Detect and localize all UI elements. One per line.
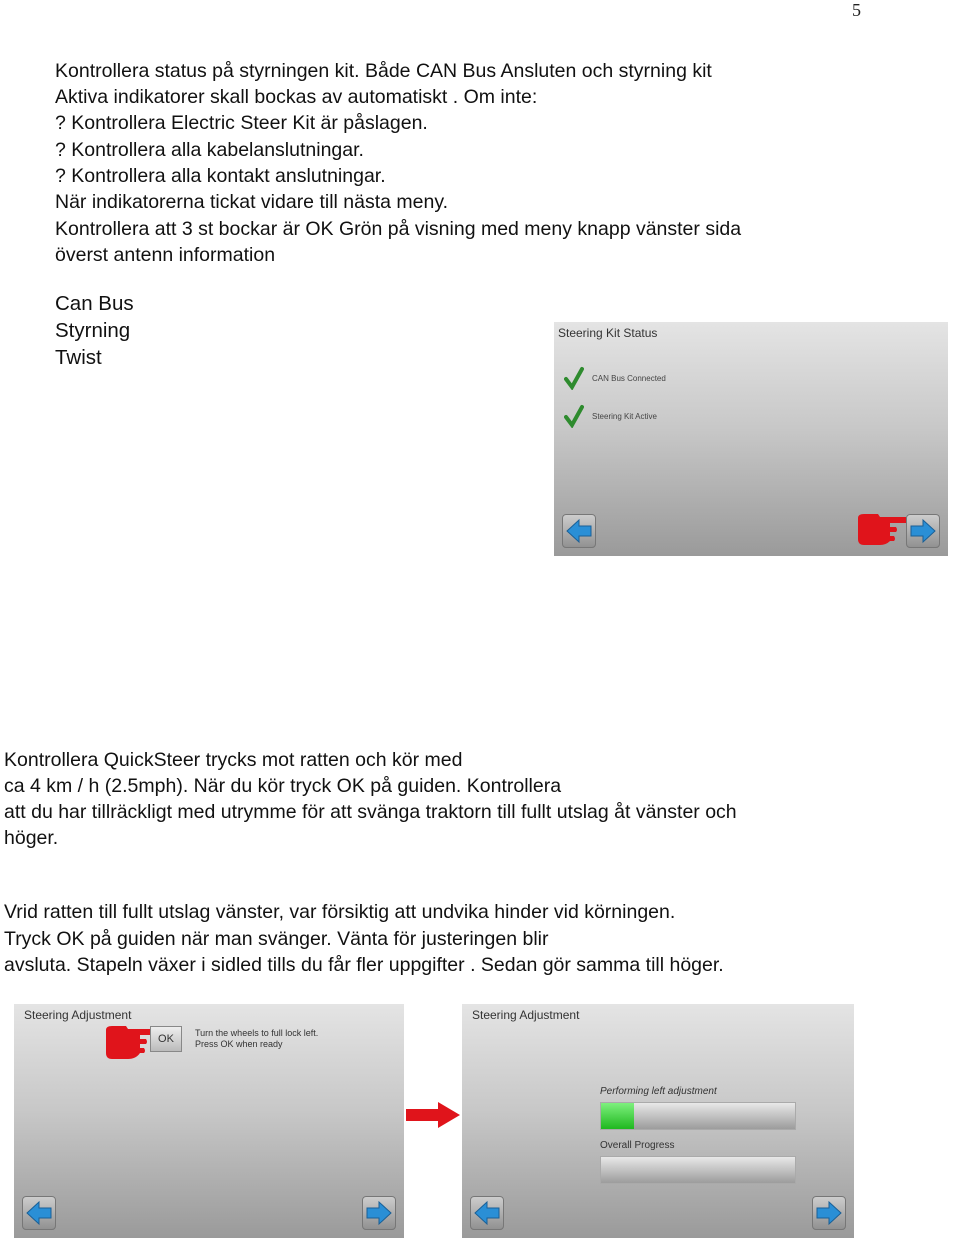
intro-line: När indikatorerna tickat vidare till nästa meny.: [55, 191, 449, 213]
check-icon: [564, 404, 584, 428]
status-item-label: Steering Kit Active: [592, 411, 657, 421]
indicator-item: Twist: [55, 346, 102, 369]
next-arrow-button[interactable]: [906, 514, 940, 548]
screen-title: Steering Adjustment: [24, 1008, 132, 1022]
red-arrow-icon: [404, 1100, 462, 1130]
intro-line: Kontrollera att 3 st bockar är OK Grön på visning med meny knapp vänster sida: [55, 218, 742, 240]
instruction-message: [195, 1028, 318, 1050]
right-arrow-icon: [906, 514, 940, 548]
overall-progress-bar: [600, 1156, 796, 1184]
indicator-item: Can Bus: [55, 292, 134, 315]
status-row: [564, 366, 666, 390]
left-arrow-icon: [562, 514, 596, 548]
screen-title: Steering Kit Status: [558, 326, 658, 340]
intro-line: överst antenn information: [55, 244, 276, 266]
check-icon: [564, 366, 584, 390]
screen-title: Steering Adjustment: [472, 1008, 580, 1022]
intro-line: Kontrollera status på styrningen kit. Både CAN Bus Ansluten och styrning kit: [55, 60, 712, 82]
steering-adjustment-screen-start: [14, 1004, 404, 1238]
progress-label: Performing left adjustment: [600, 1086, 717, 1097]
progress-fill: [601, 1103, 634, 1129]
message-line: Turn the wheels to full lock left.: [195, 1028, 319, 1038]
next-arrow-button[interactable]: [812, 1196, 846, 1230]
status-row: [564, 404, 657, 428]
left-arrow-icon: [22, 1196, 56, 1230]
intro-line: Aktiva indikatorer skall bockas av automatiskt . Om inte:: [55, 86, 538, 108]
message-line: Press OK when ready: [195, 1039, 283, 1049]
back-arrow-button[interactable]: [470, 1196, 504, 1230]
quicksteer-line: ca 4 km / h (2.5mph). När du kör tryck OK på guiden. Kontrollera: [4, 775, 562, 797]
steering-kit-status-screen: [554, 322, 948, 556]
back-arrow-button[interactable]: [562, 514, 596, 548]
intro-line: ? Kontrollera Electric Steer Kit är påslagen.: [55, 112, 428, 134]
turn-line: avsluta. Stapeln växer i sidled tills du får fler uppgifter . Sedan gör samma till höger.: [4, 954, 724, 976]
status-item-label: CAN Bus Connected: [592, 373, 666, 383]
right-arrow-icon: [362, 1196, 396, 1230]
left-arrow-icon: [470, 1196, 504, 1230]
quicksteer-line: Kontrollera QuickSteer trycks mot ratten och kör med: [4, 749, 463, 771]
turn-line: Tryck OK på guiden när man svänger. Vänta för justeringen blir: [4, 928, 549, 950]
next-arrow-button[interactable]: [362, 1196, 396, 1230]
right-arrow-icon: [812, 1196, 846, 1230]
page-number: 5: [852, 0, 861, 20]
left-adjustment-progress-bar: [600, 1102, 796, 1130]
overall-progress-label: Overall Progress: [600, 1140, 675, 1151]
intro-line: ? Kontrollera alla kontakt anslutningar.: [55, 165, 386, 187]
pointing-hand-icon: [856, 512, 912, 546]
ok-button[interactable]: OK: [150, 1026, 182, 1052]
quicksteer-line: höger.: [4, 827, 59, 849]
turn-line: Vrid ratten till fullt utslag vänster, var försiktig att undvika hinder vid körningen.: [4, 901, 676, 923]
steering-adjustment-screen-progress: [462, 1004, 854, 1238]
quicksteer-line: att du har tillräckligt med utrymme för att svänga traktorn till fullt utslag åt vänster och: [4, 801, 737, 823]
indicator-item: Styrning: [55, 319, 131, 342]
back-arrow-button[interactable]: [22, 1196, 56, 1230]
intro-line: ? Kontrollera alla kabelanslutningar.: [55, 139, 364, 161]
